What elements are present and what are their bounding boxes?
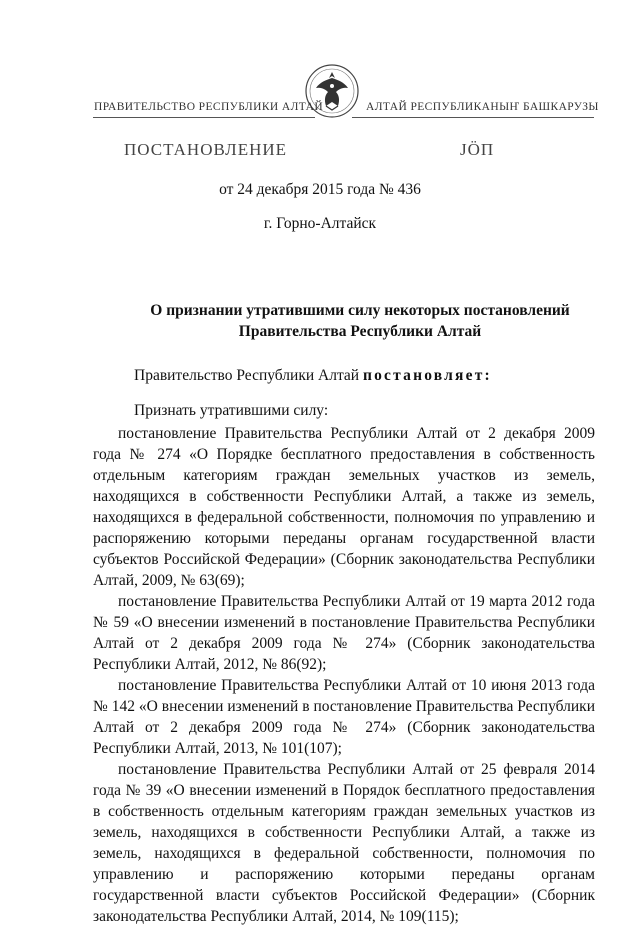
document-type-altai: JÖП	[460, 140, 495, 159]
document-title	[120, 300, 600, 342]
header-rule-right	[352, 117, 594, 118]
preamble-lead: Правительство Республики Алтай	[134, 367, 363, 384]
list-item: постановление Правительства Республики Алтай от 10 июня 2013 года № 142 «О внесении изменений в постановление Правительства Республики Алтай от 2 декабря 2009 года № 274» (Сборник законодательства Республики Алтай, 2013, № 101(107);	[93, 677, 595, 757]
title-line-1: О признании утратившими силу некоторых постановлений	[150, 302, 570, 319]
resolution-list	[93, 423, 595, 927]
document-date: от 24 декабря 2015 года № 436	[219, 181, 421, 198]
list-item: постановление Правительства Республики Алтай от 2 декабря 2009 года № 274 «О Порядке бесплатного предоставления в собственность отдельным категориям граждан земельных участков из земель, находящихся в собственности Республики Алтай, а также из земель, находящихся в федеральной собственности, полномочия по управлению и распоряжению которыми переданы органам государственной власти субъектов Российской Федерации» (Сборник законодательства Республики Алтай, 2009, № 63(69);	[93, 425, 595, 589]
preamble-verb: постановляет:	[362, 367, 492, 384]
document-city: г. Горно-Алтайск	[263, 215, 377, 232]
document-type-russian: ПОСТАНОВЛЕНИЕ	[124, 140, 288, 159]
header-rule-left	[93, 117, 315, 118]
list-item: постановление Правительства Республики Алтай от 25 февраля 2014 года № 39 «О внесении изменений в Порядок бесплатного предоставления в собственность отдельным категориям граждан земельных участков из земель, находящихся в собственности Республики Алтай, а также из земель, находящихся в федеральной собственности, полномочия по управлению и распоряжению которыми переданы органам государственной власти субъектов Российской Федерации» (Сборник законодательства Республики Алтай, 2014, № 109(115);	[93, 761, 595, 925]
intro-line: Признать утратившими силу:	[134, 402, 329, 419]
government-name-russian: ПРАВИТЕЛЬСТВО РЕСПУБЛИКИ АЛТАЙ	[94, 101, 324, 113]
government-name-altai: АЛТАЙ РЕСПУБЛИКАНЫҤ БАШКАРУЗЫ	[366, 101, 599, 113]
preamble	[134, 367, 492, 385]
title-line-2: Правительства Республики Алтай	[238, 323, 482, 340]
list-item: постановление Правительства Республики Алтай от 19 марта 2012 года № 59 «О внесении изменений в постановление Правительства Республики Алтай от 2 декабря 2009 года № 274» (Сборник законодательства Республики Алтай, 2012, № 86(92);	[93, 593, 595, 673]
